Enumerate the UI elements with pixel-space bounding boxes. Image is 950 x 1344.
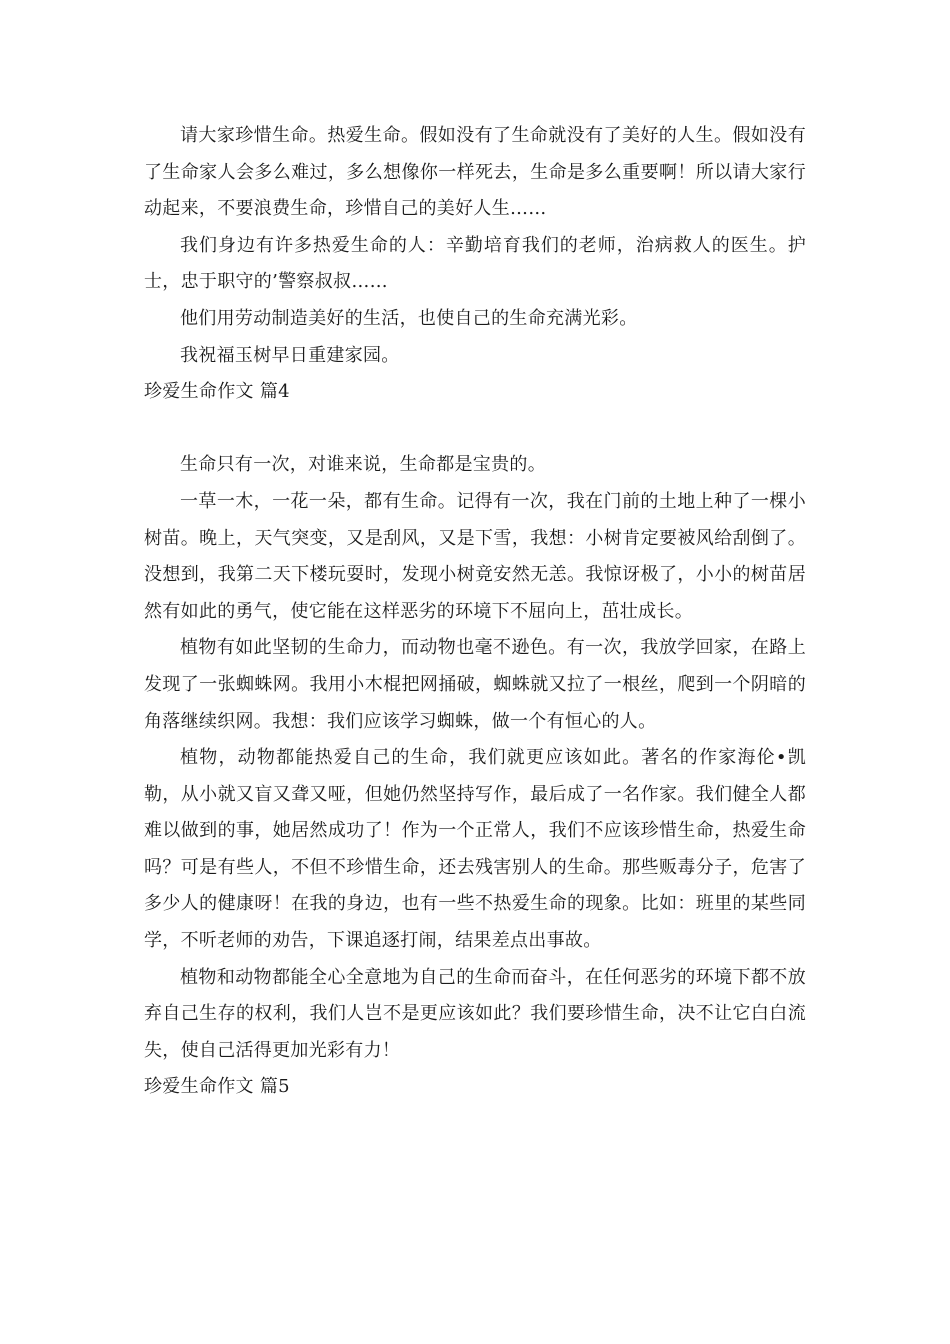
- document-page: [144, 118, 806, 1106]
- blank-line: [144, 411, 806, 448]
- paragraph: 植物有如此坚韧的生命力，而动物也毫不逊色。有一次，我放学回家，在路上发现了一张蜘蛛网。我用小木棍把网捅破，蜘蛛就又拉了一根丝，爬到一个阴暗的角落继续织网。我想：我们应该学习蜘蛛，做一个有恒心的人。: [144, 637, 806, 732]
- section-heading-4: 珍爱生命作文 篇4: [144, 381, 290, 403]
- paragraph: 请大家珍惜生命。热爱生命。假如没有了生命就没有了美好的人生。假如没有了生命家人会多么难过，多么想像你一样死去，生命是多么重要啊！所以请大家行动起来，不要浪费生命，珍惜自己的美好人生……: [144, 125, 806, 220]
- section-heading-5: 珍爱生命作文 篇5: [144, 1076, 290, 1098]
- paragraph: 一草一木，一花一朵，都有生命。记得有一次，我在门前的土地上种了一棵小树苗。晚上，天气突变，又是刮风，又是下雪，我想：小树肯定要被风给刮倒了。没想到，我第二天下楼玩耍时，发现小树竟安然无恙。我惊讶极了，小小的树苗居然有如此的勇气，使它能在这样恶劣的环境下不屈向上，茁壮成长。: [144, 490, 806, 622]
- paragraph: 他们用劳动制造美好的生活，也使自己的生命充满光彩。: [180, 307, 638, 329]
- paragraph: 植物，动物都能热爱自己的生命，我们就更应该如此。著名的作家海伦•凯勒，从小就又盲又聋又哑，但她仍然坚持写作，最后成了一名作家。我们健全人都难以做到的事，她居然成功了！作为一个正常人，我们不应该珍惜生命，热爱生命吗？可是有些人，不但不珍惜生命，还去残害别人的生命。那些贩毒分子，危害了多少人的健康呀！在我的身边，也有一些不热爱生命的现象。比如：班里的某些同学，不听老师的劝告，下课追逐打闹，结果差点出事故。: [144, 747, 806, 952]
- paragraph: 我们身边有许多热爱生命的人：辛勤培育我们的老师，治病救人的医生。护士，忠于职守的’警察叔叔……: [144, 234, 806, 293]
- paragraph: 生命只有一次，对谁来说，生命都是宝贵的。: [180, 454, 546, 476]
- paragraph: 植物和动物都能全心全意地为自己的生命而奋斗，在任何恶劣的环境下都不放弃自己生存的权利，我们人岂不是更应该如此？我们要珍惜生命，决不让它白白流失，使自己活得更加光彩有力！: [144, 966, 806, 1061]
- paragraph: 我祝福玉树早日重建家园。: [180, 344, 400, 366]
